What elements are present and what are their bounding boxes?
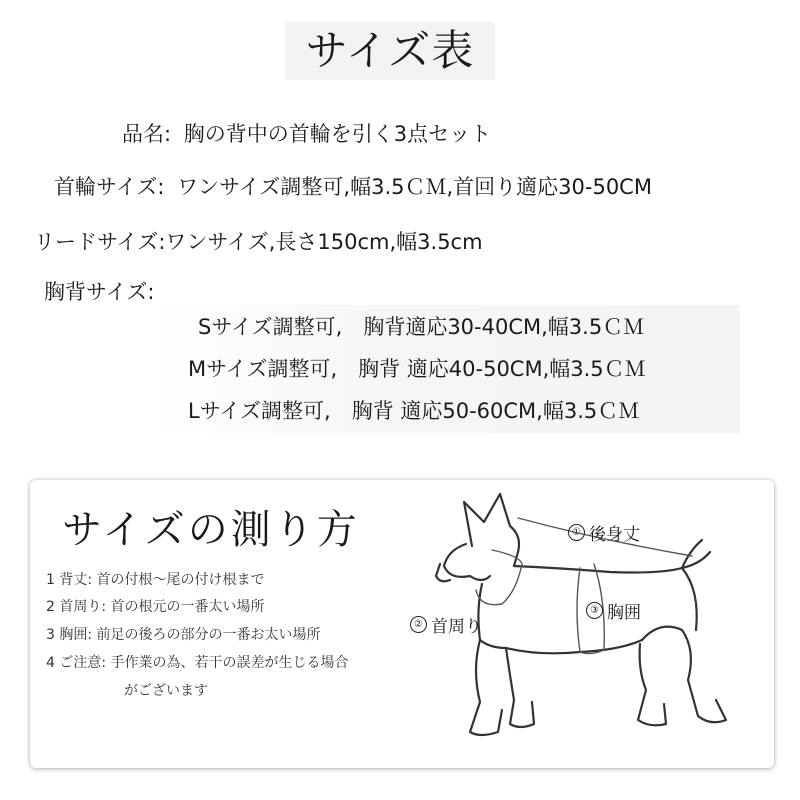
measure-note-3: 3 胸囲: 前足の後ろの部分の一番お太い場所: [46, 627, 321, 643]
measure-note-1: 1 背丈: 首の付根～尾の付け根まで: [46, 572, 265, 588]
product-label: 品名:: [122, 122, 172, 146]
callout-neck: [410, 612, 482, 637]
callout-label-2: 首周り: [431, 617, 482, 637]
measure-note-2: 2 首周り: 首の根元の一番太い場所: [46, 599, 265, 615]
callout-number-3: ③: [586, 602, 603, 619]
leash-value: ワンサイズ,長さ150cm,幅3.5cm: [165, 230, 483, 254]
harness-label: 胸背サイズ:: [44, 280, 155, 304]
callout-label-1: 後身丈: [589, 525, 640, 545]
collar-row: [54, 171, 652, 201]
page-title: サイズ表: [285, 22, 495, 80]
product-value: 胸の背中の首輪を引く3点セット: [183, 122, 492, 146]
callout-label-3: 胸囲: [607, 603, 641, 623]
leash-label: リードサイズ:: [34, 230, 166, 254]
harness-size-block: [150, 305, 740, 433]
product-row: [122, 118, 491, 148]
callout-back-length: [568, 520, 640, 545]
harness-size-s: Sサイズ調整可, 胸背適応30-40CM,幅3.5ＣＭ: [198, 315, 645, 339]
callout-number-1: ①: [568, 524, 585, 541]
callout-number-2: ②: [410, 616, 427, 633]
measure-title: サイズの測り方: [62, 507, 360, 553]
collar-value: ワンサイズ調整可,幅3.5ＣＭ,首回り適応30-50CM: [177, 175, 652, 199]
collar-label: 首輪サイズ:: [54, 175, 165, 199]
measure-card: [30, 480, 774, 768]
harness-size-l: Lサイズ調整可, 胸背 適応50-60CM,幅3.5ＣＭ: [188, 399, 640, 423]
callout-chest: [586, 598, 641, 623]
harness-size-m: Mサイズ調整可, 胸背 適応40-50CM,幅3.5ＣＭ: [188, 357, 646, 381]
leash-row: [34, 226, 483, 256]
measure-note-4-continuation: がございます: [124, 683, 208, 699]
measure-note-4: 4 ご注意: 手作業の為、若干の誤差が生じる場合: [46, 655, 349, 671]
